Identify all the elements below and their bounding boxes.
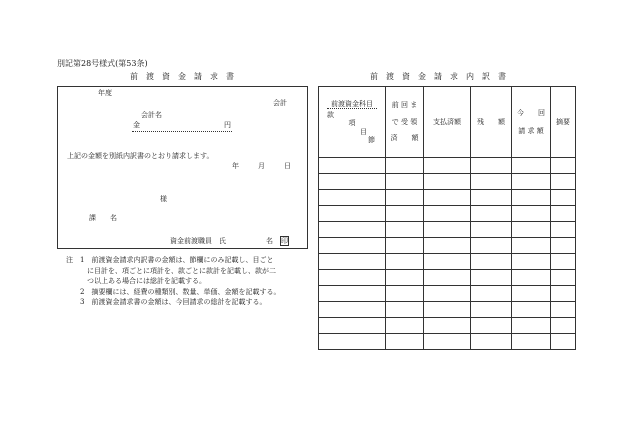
paid-cell[interactable]	[424, 334, 471, 350]
previous-received-cell[interactable]	[386, 222, 424, 238]
table-row	[319, 206, 576, 222]
balance-header: 残 額	[471, 87, 512, 158]
remarks-cell[interactable]	[551, 158, 576, 174]
table-row	[319, 270, 576, 286]
paid-cell[interactable]	[424, 270, 471, 286]
current-request-cell[interactable]	[512, 254, 551, 270]
subject-header-title: 前渡資金科目	[327, 100, 377, 109]
previous-received-cell[interactable]	[386, 174, 424, 190]
previous-received-cell[interactable]	[386, 158, 424, 174]
table-row	[319, 190, 576, 206]
remarks-cell[interactable]	[551, 254, 576, 270]
amount-field[interactable]	[132, 122, 232, 132]
request-form-title: 前 渡 資 金 請 求 書	[130, 72, 234, 81]
officer-label: 資金前渡職員 氏	[170, 237, 226, 245]
table-row	[319, 334, 576, 350]
subject-cell[interactable]	[319, 302, 386, 318]
fiscal-year-label: 年度	[98, 89, 112, 97]
paid-cell[interactable]	[424, 254, 471, 270]
previous-received-cell[interactable]	[386, 286, 424, 302]
remarks-cell[interactable]	[551, 318, 576, 334]
previous-received-cell[interactable]	[386, 206, 424, 222]
note-line: つ以上ある場合には総計を記載する。	[66, 277, 206, 285]
account-name-label: 会計名	[141, 111, 162, 119]
remarks-cell[interactable]	[551, 190, 576, 206]
amount-label: 金	[133, 121, 140, 129]
current-request-header	[512, 87, 551, 158]
paid-cell[interactable]	[424, 222, 471, 238]
table-row	[319, 286, 576, 302]
previous-received-line2: で 受 領	[391, 117, 418, 126]
paid-header: 支払済額	[424, 87, 471, 158]
balance-cell[interactable]	[471, 222, 512, 238]
date-month-label: 月	[258, 162, 265, 170]
note-line: 3 前渡資金請求書の金額は、今回請求の総計を記載する。	[66, 298, 267, 306]
previous-received-cell[interactable]	[386, 270, 424, 286]
subject-cell[interactable]	[319, 158, 386, 174]
seal-box: 印	[281, 237, 288, 245]
current-request-cell[interactable]	[512, 302, 551, 318]
paid-cell[interactable]	[424, 206, 471, 222]
remarks-cell[interactable]	[551, 238, 576, 254]
subject-cell[interactable]	[319, 174, 386, 190]
current-request-cell[interactable]	[512, 318, 551, 334]
subject-cell[interactable]	[319, 286, 386, 302]
current-request-cell[interactable]	[512, 286, 551, 302]
balance-cell[interactable]	[471, 318, 512, 334]
subject-cell[interactable]	[319, 270, 386, 286]
remarks-cell[interactable]	[551, 174, 576, 190]
current-request-cell[interactable]	[512, 174, 551, 190]
account-label: 会計	[273, 99, 287, 107]
subject-header	[319, 87, 386, 158]
paid-cell[interactable]	[424, 174, 471, 190]
request-form-box	[57, 86, 308, 249]
previous-received-line1: 前 回 ま	[391, 101, 418, 110]
balance-cell[interactable]	[471, 238, 512, 254]
breakdown-form-title: 前 渡 資 金 請 求 内 訳 書	[370, 72, 506, 81]
request-statement: 上記の金額を別紙内訳書のとおり請求します。	[67, 152, 214, 160]
balance-cell[interactable]	[471, 254, 512, 270]
balance-cell[interactable]	[471, 286, 512, 302]
subject-moku: 目	[360, 127, 367, 136]
subject-kou: 項	[348, 119, 356, 128]
previous-received-cell[interactable]	[386, 302, 424, 318]
current-request-line2: 請 求 額	[518, 127, 544, 135]
amount-unit: 円	[224, 121, 231, 129]
paid-cell[interactable]	[424, 318, 471, 334]
note-line: 2 摘要欄には、経費の種類別、数量、単価、金額を記載する。	[66, 287, 281, 296]
subject-cell[interactable]	[319, 318, 386, 334]
subject-cell[interactable]	[319, 206, 386, 222]
previous-received-cell[interactable]	[386, 238, 424, 254]
previous-received-cell[interactable]	[386, 254, 424, 270]
paid-cell[interactable]	[424, 158, 471, 174]
table-row	[319, 158, 576, 174]
balance-cell[interactable]	[471, 190, 512, 206]
notes-block	[66, 255, 312, 308]
remarks-header: 摘要	[551, 87, 576, 158]
addressee-suffix: 様	[160, 195, 167, 203]
balance-cell[interactable]	[471, 158, 512, 174]
previous-received-cell[interactable]	[386, 318, 424, 334]
note-line: 注 1 前渡資金請求内訳書の金額は、節欄にのみ記載し、目ごと	[66, 256, 274, 264]
table-row	[319, 174, 576, 190]
remarks-cell[interactable]	[551, 334, 576, 350]
remarks-cell[interactable]	[551, 206, 576, 222]
table-row	[319, 238, 576, 254]
current-request-cell[interactable]	[512, 206, 551, 222]
balance-cell[interactable]	[471, 206, 512, 222]
subject-cell[interactable]	[319, 254, 386, 270]
balance-cell[interactable]	[471, 334, 512, 350]
balance-cell[interactable]	[471, 174, 512, 190]
section-label: 課 名	[89, 214, 117, 222]
paid-cell[interactable]	[424, 238, 471, 254]
form-id: 別記第28号様式(第53条)	[57, 59, 148, 68]
previous-received-cell[interactable]	[386, 190, 424, 206]
current-request-cell[interactable]	[512, 190, 551, 206]
balance-cell[interactable]	[471, 270, 512, 286]
subject-cell[interactable]	[319, 238, 386, 254]
subject-cell[interactable]	[319, 222, 386, 238]
previous-received-header	[386, 87, 424, 158]
remarks-cell[interactable]	[551, 222, 576, 238]
previous-received-cell[interactable]	[386, 334, 424, 350]
subject-setsu: 節	[368, 136, 375, 145]
breakdown-table	[318, 86, 576, 350]
current-request-cell[interactable]	[512, 238, 551, 254]
paid-cell[interactable]	[424, 190, 471, 206]
table-row	[319, 222, 576, 238]
subject-cell[interactable]	[319, 334, 386, 350]
current-request-cell[interactable]	[512, 158, 551, 174]
current-request-cell[interactable]	[512, 334, 551, 350]
date-day-label: 日	[284, 162, 291, 170]
date-year-label: 年	[232, 162, 239, 170]
current-request-cell[interactable]	[512, 222, 551, 238]
table-row	[319, 254, 576, 270]
remarks-cell[interactable]	[551, 286, 576, 302]
current-request-line1: 今 回	[517, 108, 545, 117]
current-request-cell[interactable]	[512, 270, 551, 286]
subject-kan: 款	[327, 110, 334, 119]
subject-cell[interactable]	[319, 190, 386, 206]
breakdown-table-wrapper	[318, 86, 575, 350]
balance-cell[interactable]	[471, 302, 512, 318]
paid-cell[interactable]	[424, 302, 471, 318]
officer-name-label: 名	[266, 237, 273, 245]
note-line: に目計を、項ごとに項計を、款ごとに款計を記載し、款が二	[66, 266, 276, 275]
paid-cell[interactable]	[424, 286, 471, 302]
table-row	[319, 302, 576, 318]
table-row	[319, 318, 576, 334]
previous-received-line3: 済 額	[390, 134, 419, 143]
remarks-cell[interactable]	[551, 302, 576, 318]
remarks-cell[interactable]	[551, 270, 576, 286]
